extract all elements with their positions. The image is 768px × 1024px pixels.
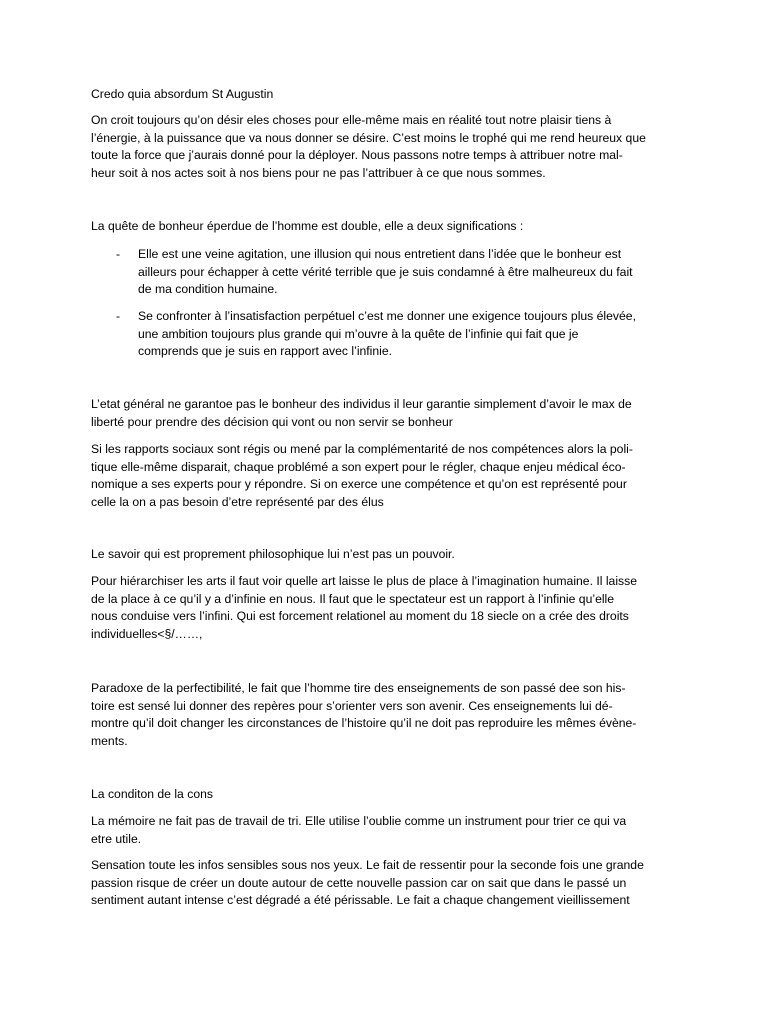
paragraph-state [91, 396, 676, 431]
text-line: Elle est une veine agitation, une illusion qui nous entretient dans l’idée que le bonheur est [138, 247, 622, 261]
text-line: de ma condition humaine. [138, 282, 278, 297]
text-line: Sensation toute les infos sensibles sous nos yeux. Le fait de ressentir pour la seconde fois une grande [91, 858, 644, 872]
text-line: On croit toujours qu’on désir eles choses pour elle-même mais en réalité tout notre plaisir tiens à [91, 113, 612, 127]
text-line: toute la force que j’aurais donné pour la déployer. Nous passons notre temps à attribuer notre mal- [91, 148, 623, 163]
text-line: comprends que je suis en rapport avec l’infinie. [138, 344, 393, 359]
paragraph-memory [91, 813, 676, 848]
text-line: Credo quia absordum St Augustin [91, 87, 274, 101]
text-line: L’etat général ne garantoe pas le bonheur des individus il leur garantie simplement d’avoir le max de [91, 397, 632, 411]
text-line: de la place à ce qu’il y a d’infinie en nous. Il faut que le spectateur est un rapport à l’infinie qu’elle [91, 591, 615, 606]
text-line: liberté pour prendre des décision qui vont ou non servir se bonheur [91, 414, 453, 429]
text-line: La quête de bonheur éperdue de l’homme est double, elle a deux significations : [91, 219, 524, 233]
text-line: tique elle-même disparait, chaque problémé a son expert pour le régler, chaque enjeu médical éco- [91, 459, 626, 474]
text-line: toire est sensé lui donner des repères pour s’orienter vers son avenir. Ces enseignements lui dé- [91, 698, 613, 713]
text-line: nomique a ses experts pour y répondre. Si on exerce une compétence et qu’on est représenté pour [91, 477, 627, 492]
bullet-dash: - [116, 309, 121, 323]
paragraph-condition [91, 786, 676, 804]
paragraph-quest-intro [91, 218, 676, 236]
paragraph-arts [91, 573, 676, 643]
text-line: ailleurs pour échapper à cette vérité terrible que je suis condamné à être malheureux du fait [138, 264, 633, 279]
text-line: passion risque de créer un doute autour de cette nouvelle passion car on sait que dans le passé un [91, 875, 627, 890]
text-line: Pour hiérarchiser les arts il faut voir quelle art laisse le plus de place à l’imagination humaine. Il laisse [91, 574, 637, 588]
text-line: Paradoxe de la perfectibilité, le fait que l’homme tire des enseignements de son passé dee son his- [91, 681, 626, 695]
text-line: Se confronter à l’insatisfaction perpétuel c’est me donner une exigence toujours plus élevée, [138, 309, 636, 323]
text-line: Le savoir qui est proprement philosophique lui n’est pas un pouvoir. [91, 547, 455, 561]
text-line: l’énergie, à la puissance que va nous donner se désire. C’est moins le trophé qui me rend heureux que [91, 130, 646, 145]
text-line: Si les rapports sociaux sont régis ou mené par la complémentarité de nos compétences alors la poli- [91, 442, 633, 456]
text-line: montre qu’il doit changer les circonstances de l’histoire qu’il ne doit pas reproduire les mêmes évène- [91, 716, 637, 731]
bullet-text [138, 246, 676, 299]
paragraph-knowledge [91, 546, 676, 564]
paragraph-sensation [91, 857, 676, 910]
text-line: celle la on a pas besoin d’etre représenté par des élus [91, 494, 384, 509]
text-line: La conditon de la cons [91, 787, 213, 801]
paragraph-social [91, 441, 676, 511]
text-line: individuelles<§/……, [91, 626, 203, 641]
text-line: ments. [91, 733, 128, 748]
text-line: sentiment autant intense c’est dégradé a été périssable. Le fait a chaque changement vieillissement [91, 893, 630, 908]
text-line: nous conduise vers l’infini. Qui est forcement relationel au moment du 18 siecle on a crée des droits [91, 609, 629, 624]
bullet-dash: - [116, 247, 121, 261]
text-line: heur soit à nos actes soit à nos biens pour ne pas l’attribuer à ce que nous sommes. [91, 165, 546, 180]
text-line: etre utile. [91, 831, 142, 846]
text-line: une ambition toujours plus grande qui m’ouvre à la quête de l’infinie qui fait que je [138, 326, 579, 341]
paragraph-perfectibility [91, 680, 676, 750]
text-line: La mémoire ne fait pas de travail de tri. Elle utilise l’oublie comme un instrument pour trier ce qui va [91, 814, 627, 828]
document-title [91, 86, 676, 104]
bullet-text [138, 308, 676, 361]
paragraph-desire [91, 112, 676, 182]
